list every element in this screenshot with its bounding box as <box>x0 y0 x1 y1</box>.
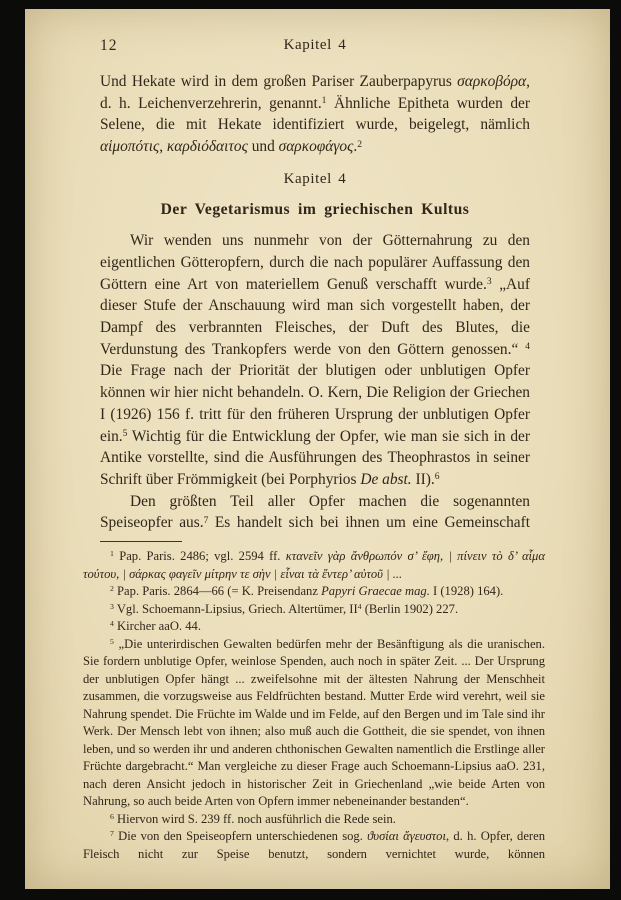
body-paragraph: Den größten Teil aller Opfer machen die sogenannten Speiseopfer aus.$^7$ Es handelt sich bei ihnen um eine Gemeinschaft <box>100 492 530 532</box>
footnote: $^1$ Pap. Paris. 2486; vgl. 2594 ff. κτανεῖν γὰρ ἄνθρωπόν σ’ ἔφη, | πίνειν τὸ δ’ αἷμα τούτου, | σάρκας φαγεῖν μίτρην τε σὴν | εἶναι τὰ ἔντερ’ αὐτοῦ | ... <box>83 549 545 581</box>
footnote: $^2$ Pap. Paris. 2864—66 (= K. Preisendanz Papyri Graecae mag. I (1928) 164). <box>110 584 504 599</box>
footnote: $^4$ Kircher aaO. 44. <box>110 619 201 634</box>
running-header-title: Kapitel 4 <box>283 37 347 53</box>
footnote: $^5$ „Die unterirdischen Gewalten bedürfen mehr der Besänftigung als die uranischen. Sie fordern unblutige Opfer, weinlose Spenden, auch noch in später Zeit. ... Der Ursprung der unblutigen Opfer hängt ... zweifelsohne mit der ältesten Nahrung der Menschheit zusammen, die vorzugsweise aus Feldfrüchten bestand. Mutter Erde wird verehrt, weil sie Nahrung spendet. Die Früchte im Walde und im Felde, auf den Bergen und im Tale sind ihr Werk. Der Mensch lebt von ihnen; also muß auch die Gottheit, die sie spendet, von ihnen leben, und so werden ihr und anderen chthonischen Gewalten namentlich die Erstlinge aller Früchte dargebracht.“ Man vergleiche zu dieser Frage auch Schoemann-Lipsius aaO. 231, nach deren Ansicht jedoch in historischer Zeit in Griechenland „wie beide Arten von Nahrung, so auch beide Arten von Opfern immer nebeneinander bestanden“. <box>83 636 545 809</box>
footnote: $^3$ Vgl. Schoemann-Lipsius, Griech. Altertümer, $II^4$ (Berlin 1902) 227. <box>110 601 459 616</box>
chapter-heading: Kapitel 4 <box>283 170 347 187</box>
footnotes-block <box>83 548 545 863</box>
footnote: $^6$ Hiervon wird S. 239 ff. noch ausführlich die Rede sein. <box>110 811 396 826</box>
intro-paragraph: Und Hekate wird in dem großen Pariser Zauberpapyrus σαρκοβόρα, d. h. Leichenverzehrerin, genannt.$^1$ Ähnliche Epitheta wurden der Selene, die mit Hekate identifiziert wurde, beigelegt, nämlich αἱμοπότις, καρδιόδαιτος und σαρκοφάγος.$^2$ <box>100 73 530 156</box>
page-header <box>100 37 530 56</box>
body-text-column <box>83 71 545 863</box>
footnote: $^7$ Die von den Speiseopfern unterschiedenen sog. ϑυσίαι ἄγευστοι, d. h. Opfer, deren Fleisch nicht zur Speise benutzt, sondern vernichtet wurde, können <box>83 829 545 861</box>
section-title: Der Vegetarismus im griechischen Kultus <box>160 200 470 218</box>
footnote-separator <box>100 541 182 542</box>
book-page <box>25 9 610 889</box>
body-paragraph: Wir wenden uns nunmehr von der Götternahrung zu den eigentlichen Götteropfern, durch die nach populärer Auffassung den Göttern eine Art von materiellem Genuß verschafft wurde.$^3$ „Auf dieser Stufe der Anschauung wird man sich vorgestellt haben, der Dampf des verbrannten Fleisches, der Duft des Blutes, die Verdunstung des Trankopfers werde von den Göttern genossen.“ $^4$ Die Frage nach der Priorität der blutigen oder unblutigen Opfer können wir hier nicht behandeln. O. Kern, Die Religion der Griechen I (1926) 156 f. tritt für den früheren Ursprung der unblutigen Opfer ein.$^5$ Wichtig für die Entwicklung der Opfer, wie man sie sich in der Antike vorstellte, sind die Ausführungen des Theophrastos in seiner Schrift über Frömmigkeit (bei Porphyrios De abst. II).$^6$ <box>100 232 530 488</box>
page-content <box>25 9 610 863</box>
body-paragraphs <box>100 230 530 534</box>
page-number: 12 <box>100 37 118 54</box>
